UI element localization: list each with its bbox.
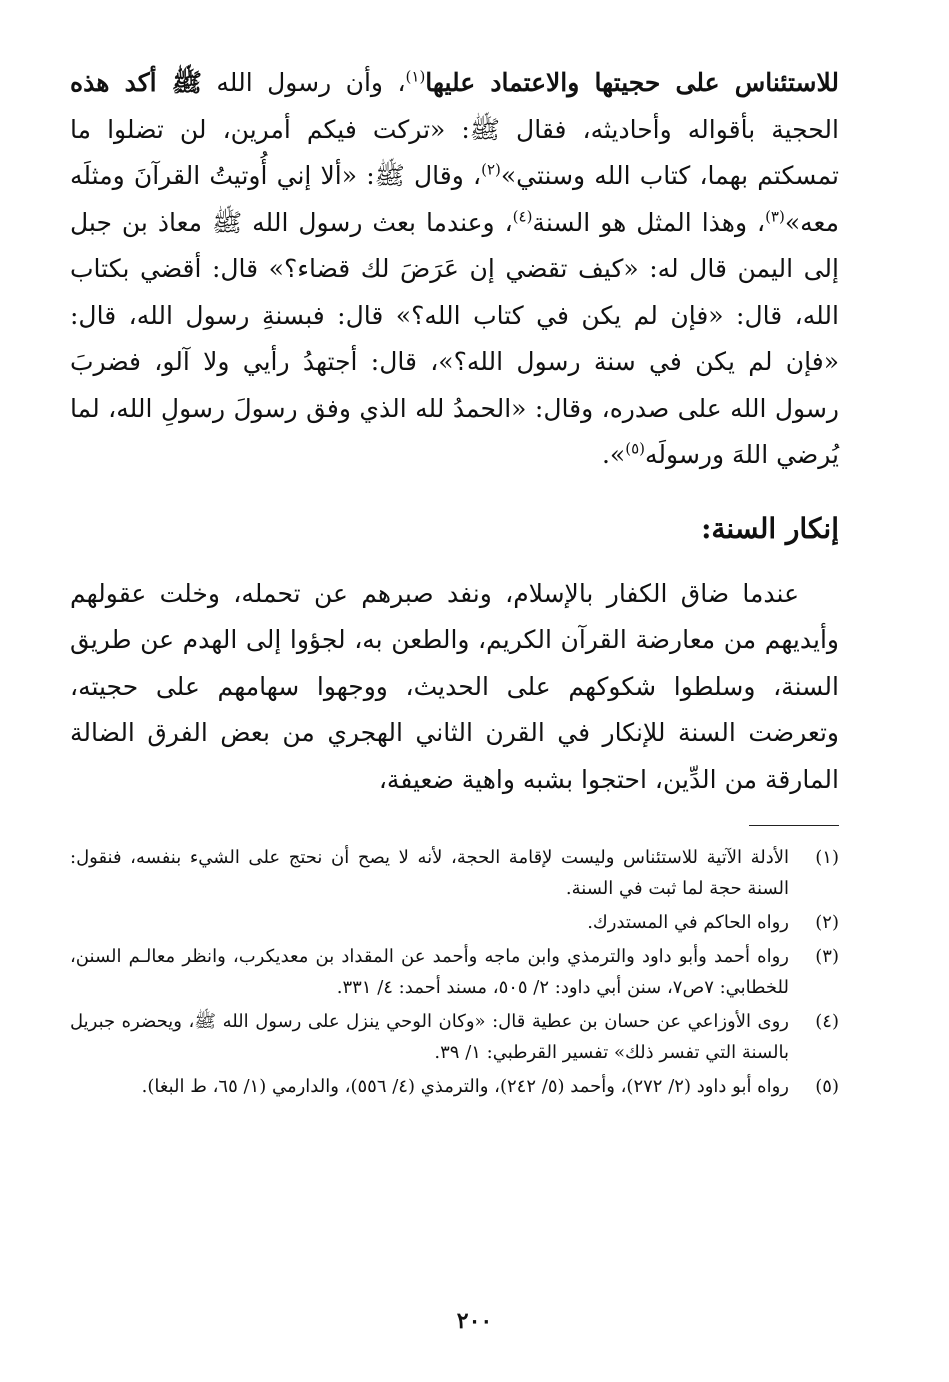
page-content — [70, 60, 839, 1362]
footnotes-list — [70, 842, 839, 1102]
footnote-item — [70, 1071, 839, 1102]
footnote-item — [70, 907, 839, 938]
footnote-item — [70, 941, 839, 1003]
footnote-number: (١) — [815, 847, 839, 868]
text-run: الحجية بأقواله وأحاديثه، فقال ﷺ: «تركت فيكم أمرين، لن تضلوا ما تمسكتم بهما، كتاب الله وسنتي» — [70, 114, 839, 190]
mid-bold-text: ﷺ أكد هذه — [70, 68, 202, 97]
footnote-number: (٤) — [815, 1011, 839, 1032]
footnote-text: الأدلة الآتية للاستئناس وليست لإقامة الحجة، لأنه لا يصح أن نحتج على الشيء بنفسه، فنقول: السنة حجة لما ثبت في السنة. — [70, 847, 789, 899]
footnote-ref-4[interactable]: (٤) — [512, 207, 533, 226]
footnote-text: رواه أبو داود (٢/ ٢٧٢)، وأحمد (٥/ ٢٤٢)، والترمذي (٤/ ٥٥٦)، والدارمي (١/ ٦٥، ط البغا). — [141, 1076, 789, 1097]
footnote-ref-5[interactable]: (٥) — [625, 439, 646, 458]
lead-bold-text: للاستئناس على حجيتها والاعتماد عليها — [425, 68, 839, 97]
text-run: ، وعندما بعث رسول الله ﷺ معاذ بن جبل إلى اليمن قال له: «كيف تقضي إن عَرَضَ لك قضاء؟» قال: أقضي بكتاب الله، قال: «فإن لم يكن في كتاب الله؟» قال: فبسنةِ رسول الله، قال: «فإن لم يكن في سنة رسول الله؟»، قال: أجتهدُ رأيي ولا آلو، فضربَ رسول الله على صدره، وقال: «الحمدُ لله الذي وفق رسولَ رسولِ الله، لما يُرضي اللهَ ورسولَه — [70, 207, 839, 469]
footnote-ref-3[interactable]: (٣) — [765, 207, 785, 226]
page-number: ٢٠٠ — [456, 1308, 493, 1334]
footnote-item — [70, 1006, 839, 1068]
text-run: ». — [601, 440, 626, 469]
section-heading: إنكار السنة: — [701, 511, 839, 545]
footnote-ref-1[interactable]: (١) — [405, 67, 426, 86]
footnote-item — [70, 842, 839, 904]
footnote-text: روى الأوزاعي عن حسان بن عطية قال: «وكان الوحي ينزل على رسول الله ﷺ، ويحضره جبريل بالسنة التي تفسر ذلك» تفسير القرطبي: ١/ ٣٩. — [70, 1011, 789, 1063]
paragraph-denial-of-sunnah: عندما ضاق الكفار بالإسلام، ونفد صبرهم عن تحمله، وخلت عقولهم وأيديهم من معارضة القرآن الكريم، والطعن به، لجؤوا إلى الهدم عن طريق السنة، وسلطوا شكوكهم على الحديث، ووجهوا سهامهم على حجيته، وتعرضت السنة للإنكار في القرن الثاني الهجري من بعض الفرق الضالة المارقة من الدِّين، احتجوا بشبه واهية ضعيفة، — [70, 578, 839, 794]
footnote-number: (٢) — [815, 912, 839, 933]
footnote-divider — [749, 825, 839, 826]
text-run: ، وقال ﷺ: «ألا إني أُوتيتُ القرآنَ ومثلَه معه» — [70, 161, 839, 237]
footnote-ref-2[interactable]: (٢) — [481, 160, 501, 179]
footnote-number: (٣) — [815, 946, 839, 967]
text-run: ، وأن رسول الله — [201, 68, 406, 97]
footnote-text: رواه أحمد وأبو داود والترمذي وابن ماجه وأحمد عن المقداد بن معديكرب، وانظر معالـم السنن، للخطابي: ٧ص٧، سنن أبي داود: ٢/ ٥٠٥، مسند أحمد: ٤/ ٣٣١. — [70, 946, 789, 998]
footnote-text: رواه الحاكم في المستدرك. — [587, 912, 789, 933]
paragraph-hadith-evidence — [70, 60, 839, 479]
footnote-number: (٥) — [815, 1076, 839, 1097]
text-run: ، وهذا المثل هو السنة — [532, 207, 766, 237]
